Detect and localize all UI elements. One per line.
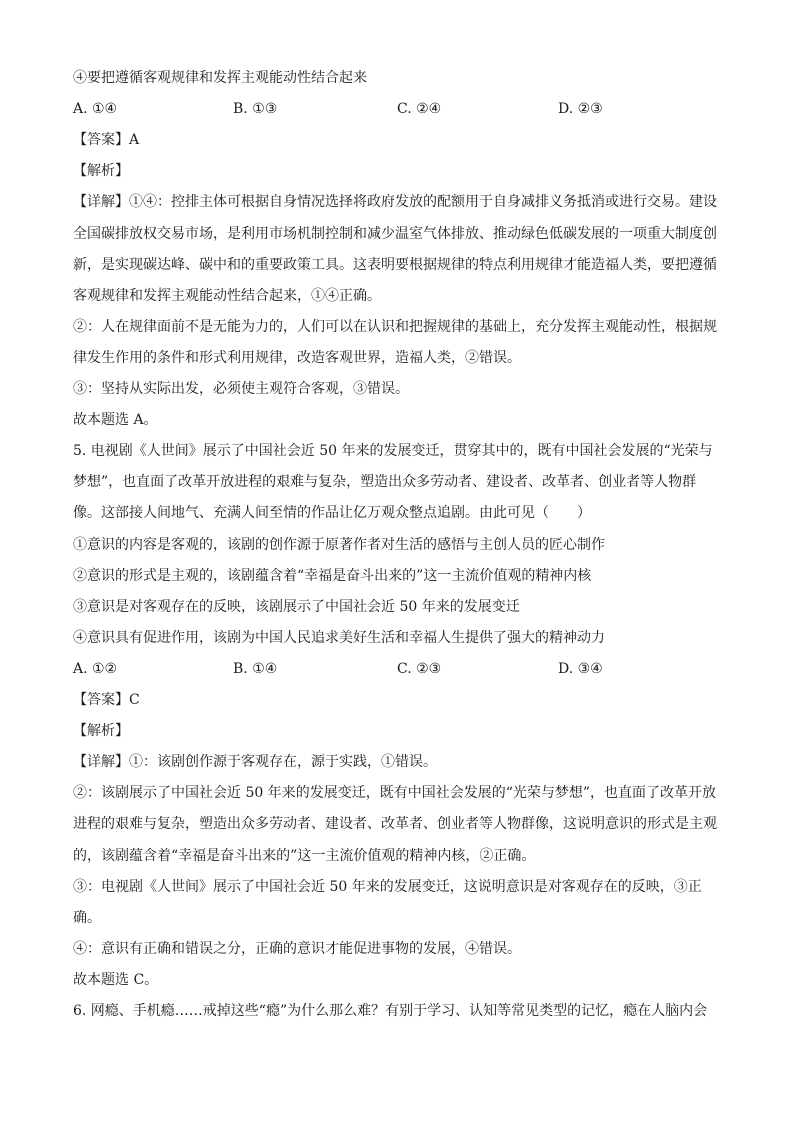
answer-options	[73, 99, 723, 119]
text-line: 全国碳排放权交易市场，是利用市场机制控制和减少温室气体排放、推动绿色低碳发展的一项重大制度创	[73, 226, 717, 242]
text-line: ②：人在规律面前不是无能为力的，人们可以在认识和把握规律的基础上，充分发挥主观能动性，根据规	[73, 319, 717, 335]
text-line: 故本题选 A。	[73, 412, 158, 428]
text-line: 【答案】C	[73, 692, 140, 708]
text-line: 【详解】①④：控排主体可根据自身情况选择将政府发放的配额用于自身减排义务抵消或进行交易。建设	[73, 194, 717, 210]
text-line: 新，是实现碳达峰、碳中和的重要政策工具。这表明要根据规律的特点利用规律才能造福人类，要把遵循	[73, 257, 717, 273]
option-a: A. ①②	[73, 661, 118, 677]
text-line: 6. 网瘾、手机瘾……戒掉这些“瘾”为什么那么难？有别于学习、认知等常见类型的记忆，瘾在人脑内会	[73, 1003, 708, 1019]
text-line: 故本题选 C。	[73, 972, 159, 988]
option-b: B. ①③	[233, 101, 278, 117]
text-line: ③：电视剧《人世间》展示了中国社会近 50 年来的发展变迁，这说明意识是对客观存在的反映，③正	[73, 879, 702, 895]
option-b: B. ①④	[233, 661, 278, 677]
text-line: 【答案】A	[73, 132, 140, 148]
text-line: ④意识具有促进作用，该剧为中国人民追求美好生活和幸福人生提供了强大的精神动力	[73, 630, 605, 646]
text-line: 梦想”，也直面了改革开放进程的艰难与复杂，塑造出众多劳动者、建设者、改革者、创业者等人物群	[73, 474, 697, 490]
option-d: D. ③④	[558, 661, 603, 677]
text-line: ④要把遵循客观规律和发挥主观能动性结合起来	[73, 70, 367, 86]
option-c: C. ②④	[397, 101, 442, 117]
text-line: 【解析】	[73, 163, 129, 179]
text-line: ②意识的形式是主观的，该剧蕴含着“幸福是奋斗出来的”这一主流价值观的精神内核	[73, 568, 592, 584]
text-line: 进程的艰难与复杂，塑造出众多劳动者、建设者、改革者、创业者等人物群像，这说明意识的形式是主观	[73, 816, 717, 832]
text-line: ①意识的内容是客观的，该剧的创作源于原著作者对生活的感悟与主创人员的匠心制作	[73, 537, 605, 553]
text-line: ③：坚持从实际出发，必须使主观符合客观，③错误。	[73, 381, 409, 397]
text-line: 律发生作用的条件和形式利用规律，改造客观世界，造福人类，②错误。	[73, 350, 521, 366]
option-a: A. ①④	[73, 101, 118, 117]
text-line: 5. 电视剧《人世间》展示了中国社会近 50 年来的发展变迁，贯穿其中的，既有中国社会发展的“光荣与	[73, 443, 713, 459]
text-line: 的，该剧蕴含着“幸福是奋斗出来的”这一主流价值观的精神内核，②正确。	[73, 848, 536, 864]
option-c: C. ②③	[397, 661, 442, 677]
text-line: ③意识是对客观存在的反映，该剧展示了中国社会近 50 年来的发展变迁	[73, 599, 520, 615]
text-line: 像。这部接人间地气、充满人间至情的作品让亿万观众整点追剧。由此可见（ ）	[73, 505, 591, 521]
text-line: 确。	[73, 910, 101, 926]
option-d: D. ②③	[558, 101, 603, 117]
text-line: 客观规律和发挥主观能动性结合起来，①④正确。	[73, 288, 381, 304]
text-line: 【解析】	[73, 723, 129, 739]
answer-options	[73, 659, 723, 679]
text-line: 【详解】①：该剧创作源于客观存在，源于实践，①错误。	[73, 754, 437, 770]
text-line: ④：意识有正确和错误之分，正确的意识才能促进事物的发展，④错误。	[73, 941, 521, 957]
text-line: ②：该剧展示了中国社会近 50 年来的发展变迁，既有中国社会发展的“光荣与梦想”，也直面了改革开放	[73, 785, 717, 801]
